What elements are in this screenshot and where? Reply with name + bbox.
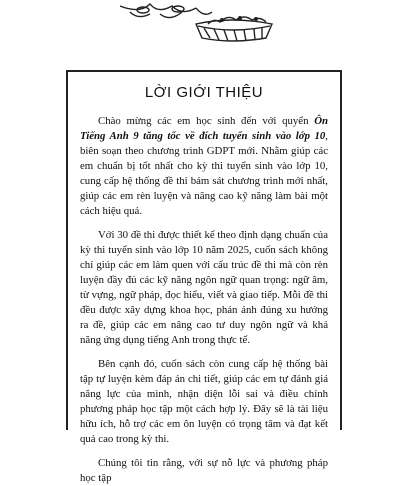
paragraph-1-intro: Chào mừng các em học sinh đến với quyển xyxy=(98,115,315,127)
paragraph-1-rest: , biên soạn theo chương trình GDPT mới. Nhằm giúp các em chuẩn bị tốt nhất cho kỳ thi tuyển sinh vào lớp 10, cung cấp hệ thống đề thi bám sát chương trình mới nhất, giúp các em rèn luyện và nâng cao kỹ năng làm bài một cách hiệu quả. xyxy=(80,130,328,217)
introduction-frame xyxy=(66,70,342,484)
plant-ornament xyxy=(0,0,400,48)
paragraph-3: Bên cạnh đó, cuốn sách còn cung cấp hệ thống bài tập tự luyện kèm đáp án chi tiết, giúp các em tự đánh giá năng lực của mình, nhận diện lỗi sai và điều chỉnh phương pháp học tập một cách hợp lý. Đây sẽ là tài liệu hữu ích, hỗ trợ các em ôn luyện có trọng tâm và đạt kết quả cao trong kỳ thi. xyxy=(80,358,328,445)
paragraph-1 xyxy=(80,114,328,219)
book-title: Ôn Tiếng Anh 9 tăng tốc về đích tuyển sinh vào lớp 10 xyxy=(80,115,328,142)
paragraph-2: Với 30 đề thi được thiết kế theo định dạng chuẩn của kỳ thi tuyển sinh vào lớp 10 năm 2025, cuốn sách không chỉ giúp các em làm quen với cấu trúc đề thi mà còn rèn luyện đầy đủ các kỹ năng ngôn ngữ quan trọng: ngữ âm, từ vựng, ngữ pháp, đọc hiểu, viết và giao tiếp. Mỗi đề thi đều được xây dựng khoa học, phản ánh đúng xu hướng ra đề, giúp các em nâng cao tư duy ngôn ngữ và khả năng ứng dụng tiếng Anh trong thực tế. xyxy=(80,229,328,346)
paragraph-4: Chúng tôi tin rằng, với sự nỗ lực và phương pháp học tập xyxy=(80,457,328,484)
page-title: LỜI GIỚI THIỆU xyxy=(144,84,264,101)
